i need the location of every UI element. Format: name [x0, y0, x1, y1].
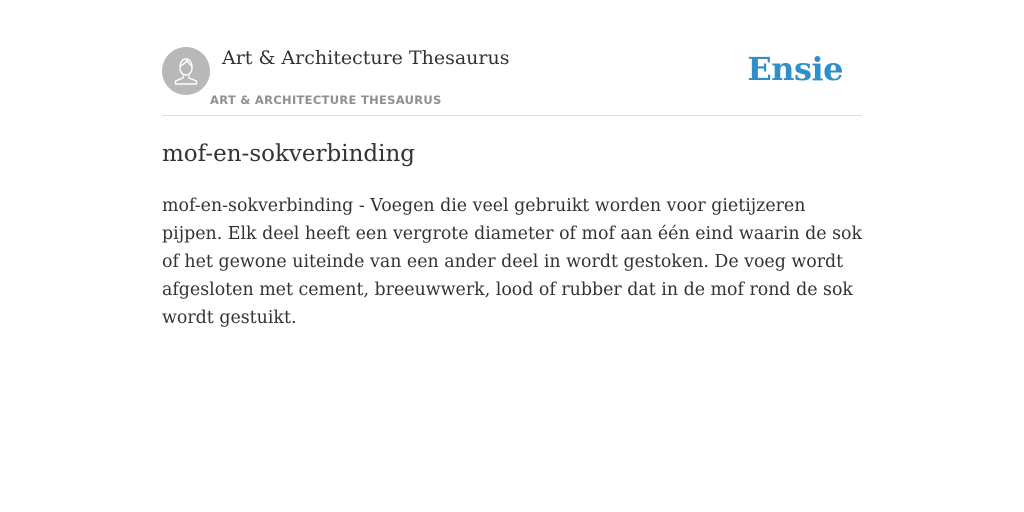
source-name-link[interactable]: Art & Architecture Thesaurus — [222, 47, 510, 69]
source-category-link[interactable]: ART & ARCHITECTURE THESAURUS — [210, 93, 442, 107]
entry-definition: mof-en-sokverbinding - Voegen die veel gebruikt worden voor gietijzeren pijpen. Elk deel heeft een vergrote diameter of mof aan één eind waarin de sok of het gewone uiteinde van een ander deel in wordt gestoken. De voeg wordt afgesloten met cement, breeuwwerk, lood of rubber dat in de mof rond de sok wordt gestuikt. — [162, 196, 863, 328]
user-silhouette-icon — [162, 47, 210, 95]
entry-title: mof-en-sokverbinding — [162, 141, 416, 167]
entry-header — [162, 0, 862, 116]
content-container — [162, 0, 863, 328]
avatar[interactable] — [162, 47, 210, 95]
ensie-logo[interactable]: Ensie — [747, 50, 843, 88]
